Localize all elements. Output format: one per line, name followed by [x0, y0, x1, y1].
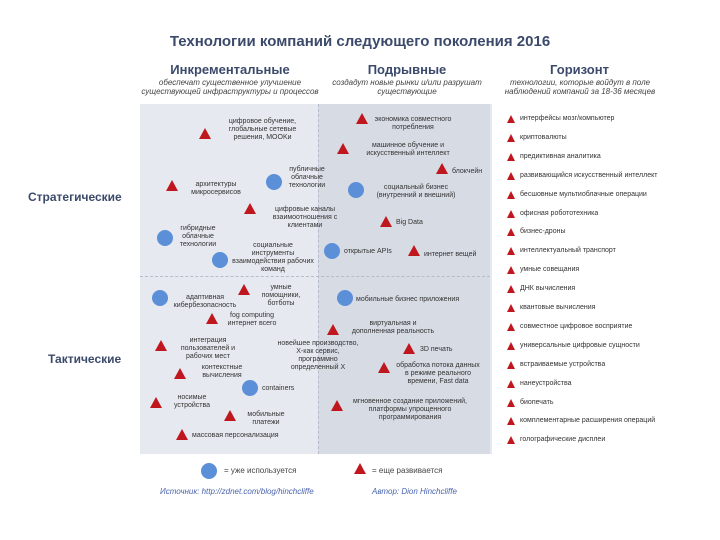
row-label-tactical: Тактические: [48, 352, 122, 366]
item-machine-learning: машинное обучение и искусственный интеллект: [366, 142, 450, 157]
horizon-item: нанеустройства: [520, 380, 572, 387]
developing-marker: [507, 247, 515, 255]
item-advanced-manufacturing: новейшее производство, X-как сервис, программно определенный X: [277, 340, 359, 371]
horizon-item: ДНК вычисления: [520, 285, 576, 292]
item-adaptive-security: адаптивная кибербезопасность: [173, 294, 237, 309]
legend-used-marker: [201, 463, 217, 479]
horizon-item: интерфейсы мозг/компьютер: [520, 115, 615, 122]
developing-marker: [507, 172, 515, 180]
developing-marker: [174, 368, 186, 379]
item-digital-learning: цифровое обучение, глобальные сетевые решения, MOOKи: [228, 118, 297, 141]
developing-marker: [507, 210, 515, 218]
column-disruptive-heading: Подрывные: [367, 62, 447, 77]
horizon-item: комплементарные расширения операций: [520, 417, 656, 424]
item-3d-printing: 3D печать: [420, 346, 453, 353]
developing-marker: [403, 343, 415, 354]
used-marker: [157, 230, 173, 246]
item-fog-computing: fog computing интернет всего: [227, 312, 277, 327]
item-low-code: мгновенное создание приложений, платформы упрощенного программирования: [353, 398, 467, 421]
source-credit: Источник: http://zdnet.com/blog/hinchcliffe: [160, 487, 314, 496]
used-marker: [324, 243, 340, 259]
developing-marker: [507, 436, 515, 444]
developing-marker: [166, 180, 178, 191]
horizon-item: умные совещания: [520, 266, 580, 273]
item-blockchain: блокчейн: [452, 168, 483, 175]
used-marker: [337, 290, 353, 306]
item-stream-processing: обработка потока данных в режиме реального времени, Fast data: [396, 362, 480, 385]
item-digital-channels: цифровые каналы взаимоотношения с клиентами: [272, 206, 338, 229]
developing-marker: [507, 380, 515, 388]
legend-developing-marker: [354, 463, 366, 474]
item-iot: интернет вещей: [424, 251, 477, 258]
used-marker: [212, 252, 228, 268]
item-vr-ar: виртуальная и дополненная реальность: [351, 320, 435, 335]
developing-marker: [176, 429, 188, 440]
item-mobile-payments: мобильные платежи: [247, 411, 285, 426]
column-incremental-subtitle: обеспечат существенное улучшение существующей инфраструктуры и процессов: [141, 78, 319, 96]
row-divider: [140, 276, 490, 277]
item-workplace-integration: интеграция пользователей и рабочих мест: [180, 337, 236, 360]
developing-marker: [507, 323, 515, 331]
item-sharing-economy: экономика совместного потребления: [374, 116, 452, 131]
developing-marker: [507, 153, 515, 161]
column-horizon-heading: Горизонт: [550, 62, 609, 77]
legend-used-label: = уже используется: [224, 466, 297, 475]
developing-marker: [380, 216, 392, 227]
developing-marker: [436, 163, 448, 174]
developing-marker: [155, 340, 167, 351]
item-context-computing: контекстные вычисления: [201, 364, 243, 379]
item-wearables: носимые устройства: [173, 394, 211, 409]
developing-marker: [507, 342, 515, 350]
page-title: Технологии компаний следующего поколения 2016: [169, 33, 551, 50]
item-social-business: социальный бизнес (внутренний и внешний): [376, 184, 456, 199]
item-microservices: архитектуры микросервисов: [191, 181, 241, 196]
item-containers: containers: [262, 385, 295, 392]
item-big-data: Big Data: [396, 219, 423, 226]
used-marker: [242, 380, 258, 396]
horizon-item: совместное цифровое восприятие: [520, 323, 633, 330]
horizon-item: встраиваемые устройства: [520, 361, 606, 368]
author-credit: Автор: Dion Hinchcliffe: [372, 487, 457, 496]
developing-marker: [244, 203, 256, 214]
item-hybrid-cloud: гибридные облачные технологии: [179, 225, 217, 248]
used-marker: [266, 174, 282, 190]
horizon-item: универсальные цифровые сущности: [520, 342, 640, 349]
horizon-item: предиктивная аналитика: [520, 153, 601, 160]
horizon-item: криптовалюты: [520, 134, 567, 141]
column-horizon-subtitle: технологии, которые войдут в поле наблюдений компаний за 18-36 месяцев: [504, 78, 656, 96]
row-label-strategic: Стратегические: [28, 190, 122, 204]
developing-marker: [378, 362, 390, 373]
column-disruptive-subtitle: создадут новые рынки и/или разрушат существующие: [332, 78, 482, 96]
developing-marker: [507, 285, 515, 293]
item-social-tools: социальные инструменты взаимодействия рабочих команд: [232, 242, 314, 273]
developing-marker: [408, 245, 420, 256]
horizon-item: бесшовные мультиоблачные операции: [520, 191, 647, 198]
developing-marker: [507, 304, 515, 312]
developing-marker: [206, 313, 218, 324]
horizon-item: бизнес-дроны: [520, 228, 566, 235]
developing-marker: [150, 397, 162, 408]
developing-marker: [199, 128, 211, 139]
used-marker: [348, 182, 364, 198]
horizon-divider: [490, 104, 492, 454]
developing-marker: [507, 191, 515, 199]
developing-marker: [507, 361, 515, 369]
item-smart-assistants: умные помощники, ботботы: [261, 284, 301, 307]
developing-marker: [331, 400, 343, 411]
developing-marker: [224, 410, 236, 421]
horizon-item: квантовые вычисления: [520, 304, 596, 311]
item-mobile-apps: мобильные бизнес приложения: [356, 296, 460, 303]
column-incremental-heading: Инкрементальные: [170, 62, 290, 77]
legend-developing-label: = еще развивается: [372, 466, 443, 475]
item-open-apis: открытые APIs: [344, 248, 392, 255]
horizon-item: развивающийся искусственный интеллект: [520, 172, 658, 179]
developing-marker: [507, 266, 515, 274]
developing-marker: [507, 228, 515, 236]
horizon-item: интеллектуальный транспорт: [520, 247, 616, 254]
item-public-cloud: публичные облачные технологии: [288, 166, 326, 189]
horizon-item: биопечать: [520, 399, 554, 406]
developing-marker: [327, 324, 339, 335]
horizon-item: офисная робототехника: [520, 210, 599, 217]
developing-marker: [337, 143, 349, 154]
developing-marker: [507, 134, 515, 142]
item-mass-personalization: массовая персонализация: [192, 432, 279, 439]
developing-marker: [507, 417, 515, 425]
column-divider: [318, 104, 319, 454]
developing-marker: [356, 113, 368, 124]
horizon-item: голографические дисплеи: [520, 436, 606, 443]
developing-marker: [507, 399, 515, 407]
developing-marker: [507, 115, 515, 123]
